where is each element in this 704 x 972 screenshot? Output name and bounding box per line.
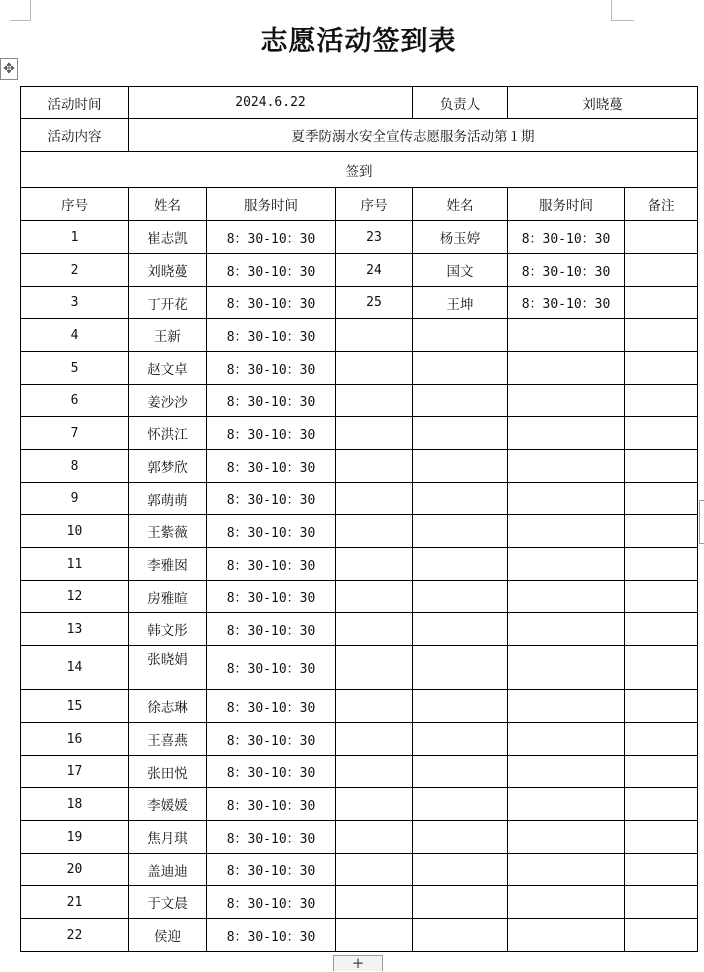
time-label: 活动时间 xyxy=(21,87,129,119)
service-time-2[interactable] xyxy=(508,788,625,821)
table-row xyxy=(21,919,698,952)
volunteer-name[interactable]: 王喜燕 xyxy=(129,723,207,756)
remark-cell[interactable] xyxy=(625,613,698,646)
table-row xyxy=(21,756,698,788)
table-row xyxy=(21,646,698,690)
service-time[interactable]: 8：30-10：30 xyxy=(207,254,336,287)
table-row xyxy=(21,548,698,581)
row-number: 3 xyxy=(21,287,129,319)
volunteer-name[interactable]: 郭萌萌 xyxy=(129,483,207,515)
table-row xyxy=(21,385,698,417)
remark-cell[interactable] xyxy=(625,515,698,548)
service-time[interactable]: 8：30-10：30 xyxy=(207,723,336,756)
volunteer-name-2[interactable] xyxy=(413,690,508,723)
row-number: 1 xyxy=(21,221,129,254)
table-row xyxy=(21,788,698,821)
row-number: 11 xyxy=(21,548,129,581)
service-time[interactable]: 8：30-10：30 xyxy=(207,385,336,417)
service-time[interactable]: 8：30-10：30 xyxy=(207,352,336,385)
col-header-name-2: 姓名 xyxy=(413,188,508,221)
page-corner-mark-right xyxy=(611,0,634,21)
volunteer-name[interactable]: 张田悦 xyxy=(129,756,207,788)
remark-cell[interactable] xyxy=(625,287,698,319)
service-time[interactable]: 8：30-10：30 xyxy=(207,788,336,821)
document-title: 志愿活动签到表 xyxy=(260,26,457,57)
row-number: 17 xyxy=(21,756,129,788)
volunteer-name-2[interactable] xyxy=(413,854,508,886)
volunteer-name[interactable]: 崔志凯 xyxy=(129,221,207,254)
service-time[interactable]: 8：30-10：30 xyxy=(207,417,336,450)
table-row xyxy=(21,254,698,287)
service-time-2[interactable] xyxy=(508,723,625,756)
remark-cell[interactable] xyxy=(625,548,698,581)
service-time[interactable]: 8：30-10：30 xyxy=(207,919,336,952)
remark-cell[interactable] xyxy=(625,450,698,483)
row-number: 22 xyxy=(21,919,129,952)
row-number-2 xyxy=(336,385,413,417)
leader-value[interactable]: 刘晓蔓 xyxy=(508,87,698,119)
remark-cell[interactable] xyxy=(625,417,698,450)
service-time[interactable]: 8：30-10：30 xyxy=(207,886,336,919)
service-time[interactable]: 8：30-10：30 xyxy=(207,756,336,788)
row-number-2 xyxy=(336,690,413,723)
page-corner-mark-left xyxy=(10,0,31,21)
service-time[interactable]: 8：30-10：30 xyxy=(207,450,336,483)
table-resize-marker[interactable] xyxy=(699,500,704,544)
volunteer-name[interactable]: 于文晨 xyxy=(129,886,207,919)
row-number: 21 xyxy=(21,886,129,919)
table-row xyxy=(21,319,698,352)
remark-cell[interactable] xyxy=(625,385,698,417)
volunteer-name[interactable]: 房雅暄 xyxy=(129,581,207,613)
row-number: 8 xyxy=(21,450,129,483)
leader-label: 负责人 xyxy=(413,87,508,119)
row-number: 2 xyxy=(21,254,129,287)
volunteer-name[interactable]: 徐志琳 xyxy=(129,690,207,723)
volunteer-name-2[interactable] xyxy=(413,919,508,952)
row-number: 18 xyxy=(21,788,129,821)
service-time-2[interactable] xyxy=(508,450,625,483)
row-number-2 xyxy=(336,581,413,613)
remark-cell[interactable] xyxy=(625,756,698,788)
signin-heading-row xyxy=(21,152,698,188)
remark-cell[interactable] xyxy=(625,221,698,254)
service-time-2[interactable] xyxy=(508,483,625,515)
row-number-2 xyxy=(336,417,413,450)
service-time[interactable]: 8：30-10：30 xyxy=(207,515,336,548)
volunteer-name[interactable]: 姜沙沙 xyxy=(129,385,207,417)
service-time-2[interactable] xyxy=(508,515,625,548)
table-row xyxy=(21,417,698,450)
service-time-2[interactable] xyxy=(508,417,625,450)
row-number-2: 25 xyxy=(336,287,413,319)
service-time[interactable]: 8：30-10：30 xyxy=(207,821,336,854)
service-time-2[interactable]: 8：30-10：30 xyxy=(508,287,625,319)
remark-cell[interactable] xyxy=(625,886,698,919)
service-time-2[interactable] xyxy=(508,319,625,352)
volunteer-name[interactable]: 焦月琪 xyxy=(129,821,207,854)
service-time[interactable]: 8：30-10：30 xyxy=(207,221,336,254)
service-time-2[interactable] xyxy=(508,385,625,417)
row-number: 7 xyxy=(21,417,129,450)
table-row xyxy=(21,581,698,613)
table-row xyxy=(21,723,698,756)
service-time[interactable]: 8：30-10：30 xyxy=(207,319,336,352)
service-time-2[interactable]: 8：30-10：30 xyxy=(508,254,625,287)
volunteer-name[interactable]: 李媛媛 xyxy=(129,788,207,821)
remark-cell[interactable] xyxy=(625,319,698,352)
row-number: 12 xyxy=(21,581,129,613)
volunteer-name[interactable]: 李雅囡 xyxy=(129,548,207,581)
row-number-2 xyxy=(336,854,413,886)
service-time[interactable]: 8：30-10：30 xyxy=(207,690,336,723)
row-number-2 xyxy=(336,821,413,854)
volunteer-name[interactable]: 王紫薇 xyxy=(129,515,207,548)
row-number: 15 xyxy=(21,690,129,723)
remark-cell[interactable] xyxy=(625,690,698,723)
signin-table xyxy=(20,86,698,952)
service-time[interactable]: 8：30-10：30 xyxy=(207,483,336,515)
remark-cell[interactable] xyxy=(625,854,698,886)
table-row xyxy=(21,613,698,646)
volunteer-name-2[interactable] xyxy=(413,886,508,919)
row-number-2 xyxy=(336,613,413,646)
table-row xyxy=(21,352,698,385)
volunteer-name-2[interactable] xyxy=(413,821,508,854)
volunteer-name-2[interactable] xyxy=(413,515,508,548)
remark-cell[interactable] xyxy=(625,919,698,952)
volunteer-name-2[interactable] xyxy=(413,788,508,821)
info-row-time xyxy=(21,87,698,119)
volunteer-name-2[interactable] xyxy=(413,483,508,515)
row-number: 20 xyxy=(21,854,129,886)
remark-cell[interactable] xyxy=(625,821,698,854)
col-header-time-2: 服务时间 xyxy=(508,188,625,221)
row-number-2 xyxy=(336,788,413,821)
service-time[interactable]: 8：30-10：30 xyxy=(207,613,336,646)
volunteer-name-2[interactable] xyxy=(413,581,508,613)
remark-cell[interactable] xyxy=(625,788,698,821)
service-time[interactable]: 8：30-10：30 xyxy=(207,581,336,613)
row-number: 9 xyxy=(21,483,129,515)
volunteer-name-2[interactable]: 杨玉婷 xyxy=(413,221,508,254)
remark-cell[interactable] xyxy=(625,254,698,287)
volunteer-name-2[interactable] xyxy=(413,417,508,450)
row-number-2 xyxy=(336,450,413,483)
volunteer-name-2[interactable] xyxy=(413,646,508,690)
col-header-no: 序号 xyxy=(21,188,129,221)
row-number: 13 xyxy=(21,613,129,646)
row-number-2: 23 xyxy=(336,221,413,254)
service-time-2[interactable] xyxy=(508,854,625,886)
volunteer-name[interactable]: 赵文卓 xyxy=(129,352,207,385)
remark-cell[interactable] xyxy=(625,646,698,690)
volunteer-name[interactable]: 丁开花 xyxy=(129,287,207,319)
remark-cell[interactable] xyxy=(625,723,698,756)
volunteer-name-2[interactable] xyxy=(413,319,508,352)
service-time-2[interactable] xyxy=(508,756,625,788)
col-header-time: 服务时间 xyxy=(207,188,336,221)
row-number-2 xyxy=(336,483,413,515)
volunteer-name-2[interactable]: 王坤 xyxy=(413,287,508,319)
service-time[interactable]: 8：30-10：30 xyxy=(207,854,336,886)
service-time-2[interactable] xyxy=(508,613,625,646)
row-number-2 xyxy=(336,723,413,756)
row-number: 6 xyxy=(21,385,129,417)
row-number-2 xyxy=(336,515,413,548)
add-row-button[interactable]: + xyxy=(333,955,383,971)
service-time-2[interactable] xyxy=(508,581,625,613)
info-row-content xyxy=(21,119,698,152)
service-time-2[interactable] xyxy=(508,548,625,581)
row-number-2 xyxy=(336,352,413,385)
volunteer-name[interactable]: 韩文彤 xyxy=(129,613,207,646)
column-header-row xyxy=(21,188,698,221)
signin-heading: 签到 xyxy=(21,152,698,188)
service-time-2[interactable] xyxy=(508,646,625,690)
table-row xyxy=(21,221,698,254)
row-number-2 xyxy=(336,319,413,352)
row-number-2 xyxy=(336,756,413,788)
table-row xyxy=(21,450,698,483)
row-number: 4 xyxy=(21,319,129,352)
time-value[interactable]: 2024.6.22 xyxy=(129,87,413,119)
service-time[interactable]: 8：30-10：30 xyxy=(207,287,336,319)
service-time[interactable]: 8：30-10：30 xyxy=(207,646,336,690)
table-row xyxy=(21,287,698,319)
remark-cell[interactable] xyxy=(625,581,698,613)
content-value[interactable]: 夏季防溺水安全宣传志愿服务活动第１期 xyxy=(129,119,698,152)
remark-cell[interactable] xyxy=(625,483,698,515)
service-time-2[interactable] xyxy=(508,919,625,952)
table-move-handle-icon[interactable]: ✥ xyxy=(0,58,18,80)
service-time-2[interactable] xyxy=(508,821,625,854)
volunteer-name[interactable]: 郭梦欣 xyxy=(129,450,207,483)
service-time-2[interactable] xyxy=(508,352,625,385)
volunteer-name[interactable]: 王新 xyxy=(129,319,207,352)
row-number: 16 xyxy=(21,723,129,756)
row-number-2 xyxy=(336,548,413,581)
row-number-2 xyxy=(336,646,413,690)
volunteer-name-2[interactable] xyxy=(413,385,508,417)
volunteer-name-2[interactable] xyxy=(413,613,508,646)
col-header-no-2: 序号 xyxy=(336,188,413,221)
volunteer-name[interactable]: 侯迎 xyxy=(129,919,207,952)
remark-cell[interactable] xyxy=(625,352,698,385)
volunteer-name[interactable]: 怀洪江 xyxy=(129,417,207,450)
table-row xyxy=(21,886,698,919)
service-time-2[interactable] xyxy=(508,690,625,723)
table-row xyxy=(21,483,698,515)
volunteer-name[interactable]: 张晓娟 xyxy=(129,646,207,690)
table-row xyxy=(21,515,698,548)
row-number: 10 xyxy=(21,515,129,548)
table-row xyxy=(21,690,698,723)
service-time[interactable]: 8：30-10：30 xyxy=(207,548,336,581)
volunteer-name-2[interactable]: 国文 xyxy=(413,254,508,287)
col-header-name: 姓名 xyxy=(129,188,207,221)
row-number-2 xyxy=(336,919,413,952)
row-number-2 xyxy=(336,886,413,919)
service-time-2[interactable]: 8：30-10：30 xyxy=(508,221,625,254)
row-number-2: 24 xyxy=(336,254,413,287)
table-row xyxy=(21,821,698,854)
volunteer-name-2[interactable] xyxy=(413,352,508,385)
col-header-remark: 备注 xyxy=(625,188,698,221)
volunteer-name-2[interactable] xyxy=(413,723,508,756)
volunteer-name-2[interactable] xyxy=(413,756,508,788)
service-time-2[interactable] xyxy=(508,886,625,919)
content-label: 活动内容 xyxy=(21,119,129,152)
row-number: 19 xyxy=(21,821,129,854)
volunteer-name[interactable]: 盖迪迪 xyxy=(129,854,207,886)
row-number: 14 xyxy=(21,646,129,690)
volunteer-name[interactable]: 刘晓蔓 xyxy=(129,254,207,287)
table-row xyxy=(21,854,698,886)
volunteer-name-2[interactable] xyxy=(413,548,508,581)
volunteer-name-2[interactable] xyxy=(413,450,508,483)
row-number: 5 xyxy=(21,352,129,385)
